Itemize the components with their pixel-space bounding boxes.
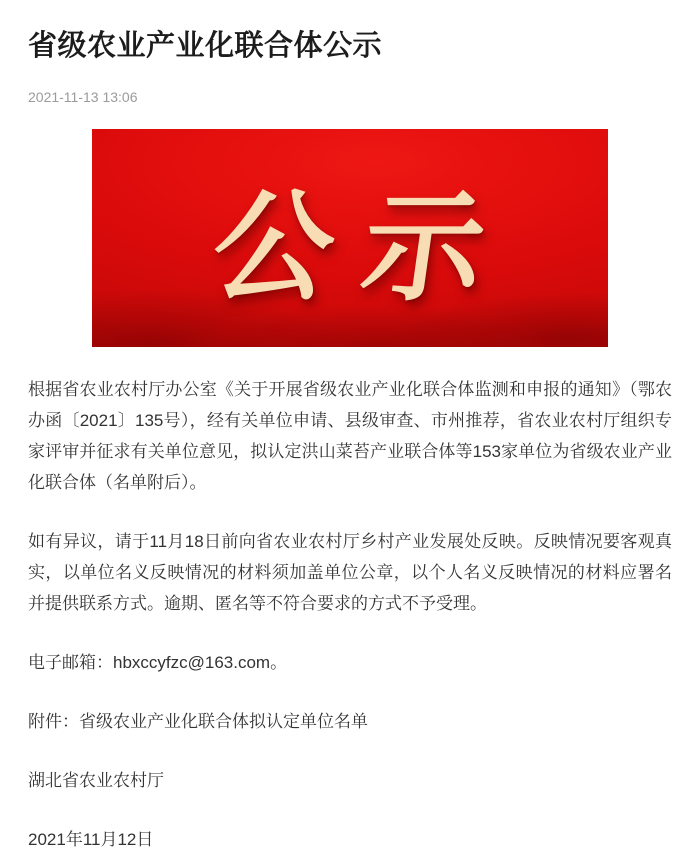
- announcement-banner-image: [92, 129, 608, 347]
- feedback-paragraph: 如有异议，请于11月18日前向省农业农村厅乡村产业发展处反映。反映情况要客观真实，以单位名义反映情况的材料须加盖单位公章，以个人名义反映情况的材料应署名并提供联系方式。逾期、匿名等不符合要求的方式不予受理。: [28, 532, 672, 613]
- email-line: 电子邮箱：hbxccyfzc@163.com。: [28, 653, 288, 672]
- banner-text: 公示: [204, 181, 524, 315]
- issue-date: 2021年11月12日: [28, 830, 154, 849]
- publish-date: 2021-11-13 13:06: [28, 89, 138, 105]
- attachment-line: 附件：省级农业产业化联合体拟认定单位名单: [28, 712, 368, 731]
- issuer-signature: 湖北省农业农村厅: [28, 771, 164, 790]
- page-title: 省级农业产业化联合体公示: [28, 30, 383, 62]
- notice-paragraph: 根据省农业农村厅办公室《关于开展省级农业产业化联合体监测和申报的通知》（鄂农办函〔2021〕135号），经有关单位申请、县级审查、市州推荐，省农业农村厅组织专家评审并征求有关单位意见，拟认定洪山菜苔产业联合体等153家单位为省级农业产业化联合体（名单附后）。: [28, 380, 672, 492]
- article-body: [28, 374, 672, 855]
